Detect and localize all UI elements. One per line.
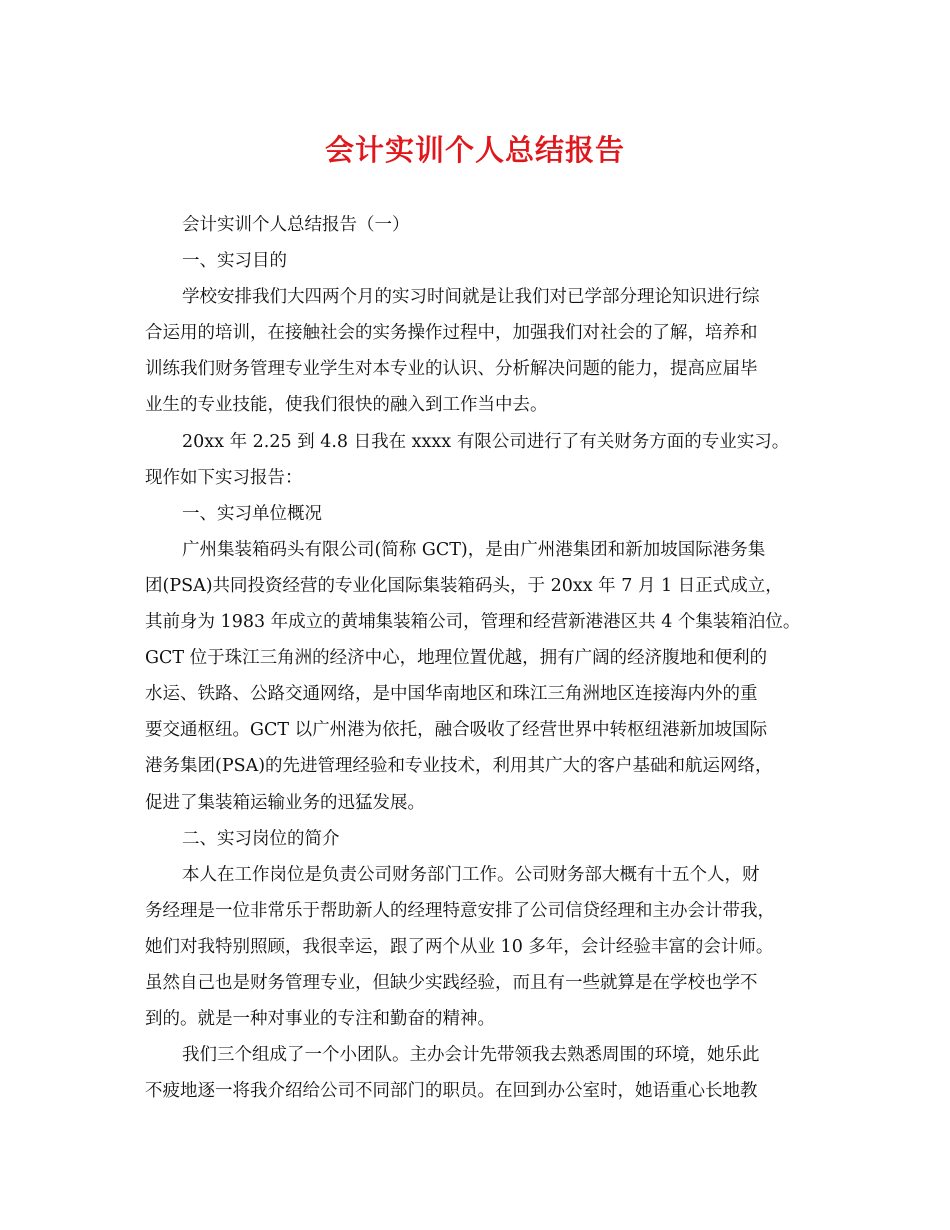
text-line: 一、实习目的 (182, 251, 287, 272)
text-line: 务经理是一位非常乐于帮助新人的经理特意安排了公司信贷经理和主办会计带我， (145, 900, 775, 921)
text-line: 训练我们财务管理专业学生对本专业的认识、分析解决问题的能力，提高应届毕 (145, 359, 758, 380)
text-line: 虽然自己也是财务管理专业，但缺少实践经验，而且有一些就算是在学校也学不 (145, 972, 758, 993)
text-line: 水运、铁路、公路交通网络，是中国华南地区和珠江三角洲地区连接海内外的重 (145, 684, 758, 705)
text-line: 现作如下实习报告： (145, 467, 303, 488)
text-line: 团(PSA)共同投资经营的专业化国际集装箱码头，于 20xx 年 7 月 1 日正式成立， (145, 575, 783, 596)
text-line: 本人在工作岗位是负责公司财务部门工作。公司财务部大概有十五个人，财 (182, 864, 760, 885)
document-body (145, 207, 820, 1109)
text-line: 业生的专业技能，使我们很快的融入到工作当中去。 (145, 395, 548, 416)
text-line: 二、实习岗位的简介 (182, 828, 340, 849)
text-line: 促进了集装箱运输业务的迅猛发展。 (145, 792, 425, 813)
text-line: 广州集装箱码头有限公司(简称 GCT)，是由广州港集团和新加坡国际港务集 (182, 539, 766, 560)
text-line: 要交通枢纽。GCT 以广州港为依托，融合吸收了经营世界中转枢纽港新加坡国际 (145, 720, 768, 741)
text-line: 一、实习单位概况 (182, 503, 322, 524)
text-line: 20xx 年 2.25 到 4.8 日我在 xxxx 有限公司进行了有关财务方面的专业实习。 (182, 431, 790, 452)
text-line: 我们三个组成了一个小团队。主办会计先带领我去熟悉周围的环境，她乐此 (182, 1045, 760, 1066)
text-line: 港务集团(PSA)的先进管理经验和专业技术，利用其广大的客户基础和航运网络， (145, 756, 773, 777)
text-line: 她们对我特别照顾，我很幸运，跟了两个从业 10 多年，会计经验丰富的会计师。 (145, 936, 774, 957)
text-line: 其前身为 1983 年成立的黄埔集装箱公司，管理和经营新港港区共 4 个集装箱泊位。 (145, 612, 801, 633)
text-line: 到的。就是一种对事业的专注和勤奋的精神。 (145, 1009, 495, 1030)
document-title: 会计实训个人总结报告 (324, 133, 625, 167)
text-line: 学校安排我们大四两个月的实习时间就是让我们对已学部分理论知识进行综 (182, 287, 760, 308)
text-line: 会计实训个人总结报告（一） (182, 215, 410, 235)
text-line: 合运用的培训，在接触社会的实务操作过程中，加强我们对社会的了解，培养和 (145, 323, 758, 344)
text-line: 不疲地逐一将我介绍给公司不同部门的职员。在回到办公室时，她语重心长地教 (145, 1081, 758, 1102)
text-line: GCT 位于珠江三角洲的经济中心，地理位置优越，拥有广阔的经济腹地和便利的 (145, 648, 768, 669)
